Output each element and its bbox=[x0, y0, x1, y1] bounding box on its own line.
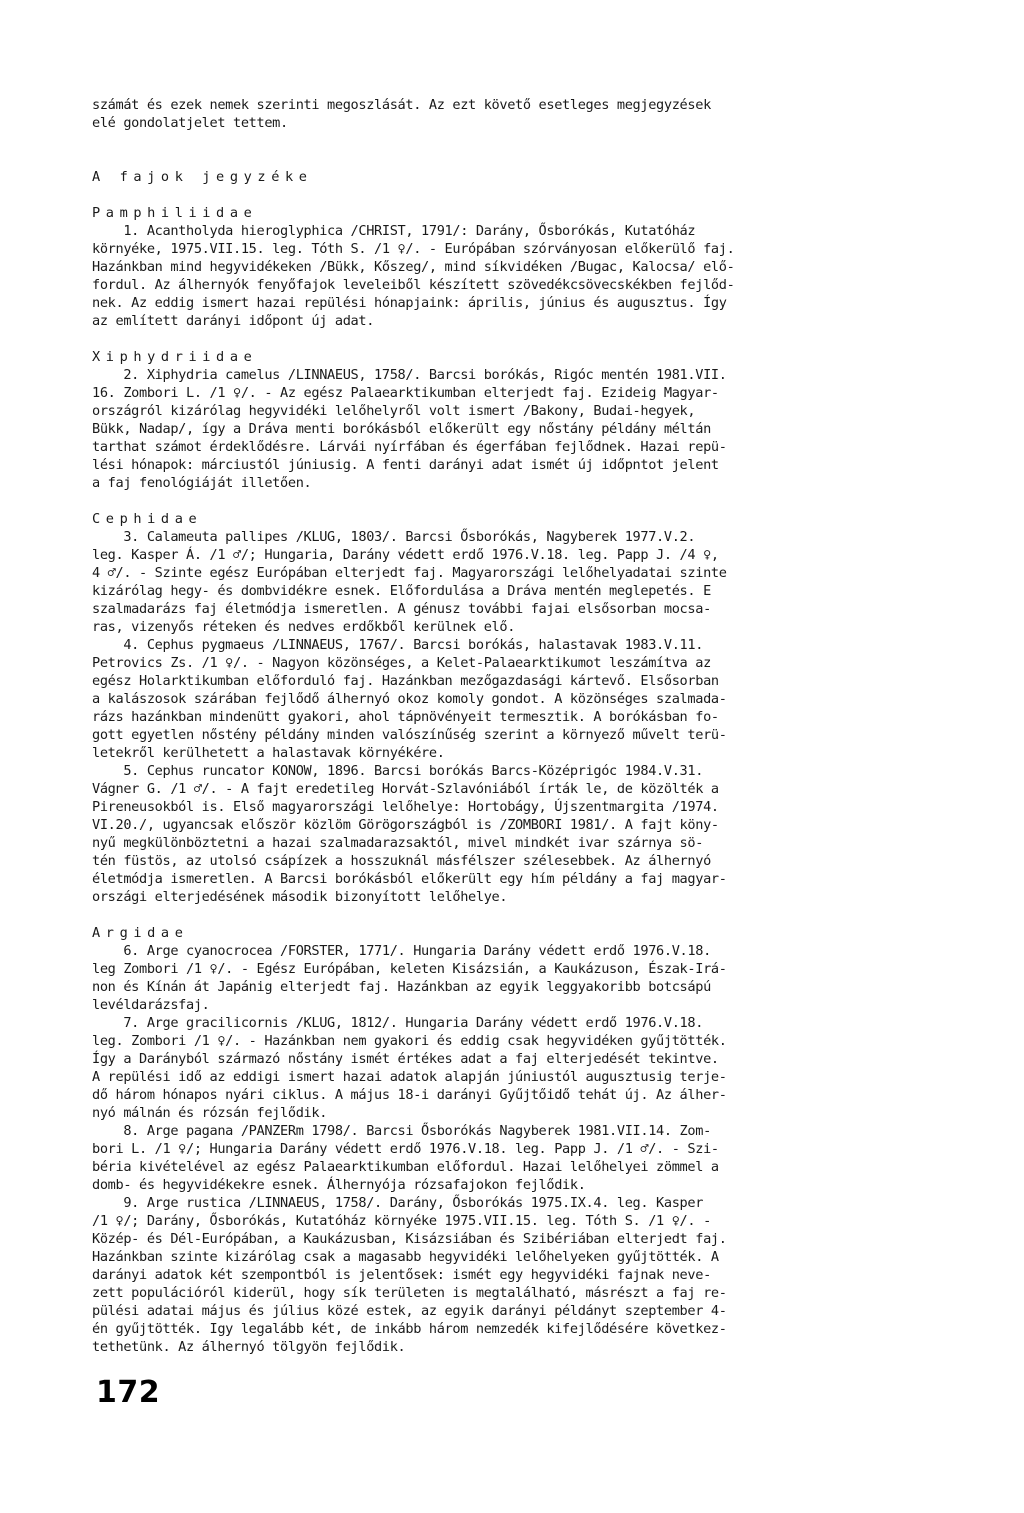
body-text-line: leg. Zombori /1 ♀/. - Hazánkban nem gyakori és eddig csak hegyvidéken gyűjtötték. bbox=[92, 1033, 727, 1049]
body-text-line: én gyűjtötték. Igy legalább két, de inkább három nemzedék kifejlődésére következ- bbox=[92, 1321, 727, 1337]
body-text-line: pülési adatai május és július közé estek, az egyik darányi példányt szeptember 4- bbox=[92, 1303, 727, 1319]
body-text-line: az említett darányi időpont új adat. bbox=[92, 313, 375, 329]
page-text bbox=[92, 96, 932, 1356]
body-text-line: Így a Darányból származó nőstány ismét értékes adat a faj elterjedését tekintve. bbox=[92, 1051, 719, 1067]
body-text-line: domb- és hegyvidékekre esnek. Álhernyója rózsafajokon fejlődik. bbox=[92, 1177, 586, 1193]
body-text-line: egész Holarktikumban előforduló faj. Hazánkban mezőgazdasági kártevő. Elsősorban bbox=[92, 673, 719, 689]
body-text-line: kizárólag hegy- és dombvidékre esnek. Előfordulása a Dráva mentén meglepetés. E bbox=[92, 583, 711, 599]
body-text-line: életmódja ismeretlen. A Barcsi borókásból előkerült egy hím példány a faj magyar- bbox=[92, 871, 727, 887]
body-text-line: 4 ♂/. - Szinte egész Európában elterjedt faj. Magyarországi lelőhelyadatai szinte bbox=[92, 565, 727, 581]
body-text-line: béria kivételével az egész Palaearktikumban előfordul. Hazai lelőhelyei zömmel a bbox=[92, 1159, 719, 1175]
body-text-line: tén füstös, az utolsó csápízek a hosszuknál másfélszer szélesebbek. Az álhernyó bbox=[92, 853, 711, 869]
body-text-line: Bükk, Nadap/, így a Dráva menti borókásból előkerült egy nőstány példány méltán bbox=[92, 421, 711, 437]
body-text-line: 4. Cephus pygmaeus /LINNAEUS, 1767/. Barcsi borókás, halastavak 1983.V.11. bbox=[92, 637, 704, 653]
body-text-line: 3. Calameuta pallipes /KLUG, 1803/. Barcsi Ősborókás, Nagyberek 1977.V.2. bbox=[92, 529, 696, 545]
body-text-line: Petrovics Zs. /1 ♀/. - Nagyon közönséges, a Kelet-Palaearktikumot leszámítva az bbox=[92, 655, 711, 671]
body-text-line: 8. Arge pagana /PANZERm 1798/. Barcsi Ősborókás Nagyberek 1981.VII.14. Zom- bbox=[92, 1123, 711, 1139]
intro-line: elé gondolatjelet tettem. bbox=[92, 115, 288, 131]
family-heading: Pamphiliidae bbox=[92, 205, 258, 221]
body-text-line: zett populációról kiderül, hogy sík területen is megtalálható, másrészt a faj re- bbox=[92, 1285, 727, 1301]
body-text-line: 16. Zombori L. /1 ♀/. - Az egész Palaearktikumban elterjedt faj. Ezideig Magyar- bbox=[92, 385, 719, 401]
body-text-line: gott egyetlen nőstény példány minden valószínűség szerint a környező művelt terü- bbox=[92, 727, 727, 743]
body-text-line: darányi adatok két szempontból is jelentősek: ismét egy hegyvidéki fajnak neve- bbox=[92, 1267, 711, 1283]
species-list-title: A fajok jegyzéke bbox=[92, 169, 313, 185]
body-text-line: VI.20./, ugyancsak először közlöm Görögországból is /ZOMBORI 1981/. A fajt köny- bbox=[92, 817, 719, 833]
body-text-line: országi elterjedésének második bizonyított lelőhelye. bbox=[92, 889, 508, 905]
body-text-line: A repülési idő az eddigi ismert hazai adatok alapján júniustól augusztusig terje- bbox=[92, 1069, 727, 1085]
body-text-line: /1 ♀/; Darány, Ősborókás, Kutatóház környéke 1975.VII.15. leg. Tóth S. /1 ♀/. - bbox=[92, 1213, 711, 1229]
body-text-line: 6. Arge cyanocrocea /FORSTER, 1771/. Hungaria Darány védett erdő 1976.V.18. bbox=[92, 943, 711, 959]
body-text-line: leg Zombori /1 ♀/. - Egész Európában, keleten Kisázsián, a Kaukázuson, Észak-Irá- bbox=[92, 961, 727, 977]
body-text-line: bori L. /1 ♀/; Hungaria Darány védett erdő 1976.V.18. leg. Papp J. /1 ♂/. - Szi- bbox=[92, 1141, 719, 1157]
body-text-line: Hazánkban szinte kizárólag csak a magasabb hegyvidéki lelőhelyeken gyűjtötték. A bbox=[92, 1249, 719, 1265]
intro-line: számát és ezek nemek szerinti megoszlását. Az ezt követő esetleges megjegyzések bbox=[92, 97, 711, 113]
body-text-line: non és Kínán át Japánig elterjedt faj. Hazánkban az egyik leggyakoribb botcsápú bbox=[92, 979, 711, 995]
body-text-line: szalmadarázs faj életmódja ismeretlen. A génusz további fajai elsősorban mocsa- bbox=[92, 601, 711, 617]
body-text-line: fordul. Az álhernyók fenyőfajok leveleiből készített szövedékcsövecskékben fejlőd- bbox=[92, 277, 735, 293]
body-text-line: lési hónapok: márciustól júniusig. A fenti darányi adat ismét új időpntot jelent bbox=[92, 457, 719, 473]
page-number: 172 bbox=[96, 1375, 161, 1410]
family-sections bbox=[92, 204, 932, 1356]
body-text-line: 9. Arge rustica /LINNAEUS, 1758/. Darány, Ősborókás 1975.IX.4. leg. Kasper bbox=[92, 1195, 704, 1211]
intro-paragraph bbox=[92, 96, 932, 132]
body-text-line: ras, vizenyős réteken és nedves erdőkből kerülnek elő. bbox=[92, 619, 516, 635]
body-text-line: rázs hazánkban mindenütt gyakori, ahol tápnövényeit termesztik. A borókásban fo- bbox=[92, 709, 719, 725]
body-text-line: országról kizárólag hegyvidéki lelőhelyről volt ismert /Bakony, Budai-hegyek, bbox=[92, 403, 696, 419]
body-text-line: 5. Cephus runcator KONOW, 1896. Barcsi borókás Barcs-Középrigóc 1984.V.31. bbox=[92, 763, 704, 779]
body-text-line: Pireneusokból is. Első magyarországi lelőhelye: Hortobágy, Újszentmargita /1974. bbox=[92, 799, 719, 815]
body-text-line: tarthat számot érdeklődésre. Lárvái nyírfában és égerfában fejlődnek. Hazai repü- bbox=[92, 439, 727, 455]
body-text-line: nyó málnán és rózsán fejlődik. bbox=[92, 1105, 328, 1121]
family-section bbox=[92, 510, 932, 906]
body-text-line: nyű megkülönböztetni a hazai szalmadarazsaktól, mivel mindkét ivar szárnya sö- bbox=[92, 835, 704, 851]
body-text-line: tethetünk. Az álhernyó tölgyön fejlődik. bbox=[92, 1339, 406, 1355]
body-text-line: Vágner G. /1 ♂/. - A fajt eredetileg Horvát-Szlavóniából írták le, de közölték a bbox=[92, 781, 719, 797]
family-section bbox=[92, 204, 932, 330]
body-text-line: dő három hónapos nyári ciklus. A május 18-i darányi Gyűjtőidő tehát új. Az álher- bbox=[92, 1087, 727, 1103]
body-text-line: levéldarázsfaj. bbox=[92, 997, 210, 1013]
family-section bbox=[92, 348, 932, 492]
body-text-line: 2. Xiphydria camelus /LINNAEUS, 1758/. Barcsi borókás, Rigóc mentén 1981.VII. bbox=[92, 367, 727, 383]
family-section bbox=[92, 924, 932, 1356]
body-text-line: nek. Az eddig ismert hazai repülési hónapjaink: április, június és augusztus. Így bbox=[92, 295, 727, 311]
body-text-line: 7. Arge gracilicornis /KLUG, 1812/. Hungaria Darány védett erdő 1976.V.18. bbox=[92, 1015, 704, 1031]
family-heading: Argidae bbox=[92, 925, 189, 941]
body-text-line: Közép- és Dél-Európában, a Kaukázusban, Kisázsiában és Szibériában elterjedt faj. bbox=[92, 1231, 727, 1247]
body-text-line: 1. Acantholyda hieroglyphica /CHRIST, 1791/: Darány, Ősborókás, Kutatóház bbox=[92, 223, 696, 239]
body-text-line: letekről kerülhetett a halastavak környékére. bbox=[92, 745, 445, 761]
body-text-line: környéke, 1975.VII.15. leg. Tóth S. /1 ♀/. - Európában szórványosan előkerülő faj. bbox=[92, 241, 735, 257]
family-heading: Xiphydriidae bbox=[92, 349, 258, 365]
body-text-line: a faj fenológiáját illetően. bbox=[92, 475, 312, 491]
family-heading: Cephidae bbox=[92, 511, 203, 527]
body-text-line: a kalászosok szárában fejlődő álhernyó okoz komoly gondot. A közönséges szalmada- bbox=[92, 691, 727, 707]
body-text-line: leg. Kasper Á. /1 ♂/; Hungaria, Darány védett erdő 1976.V.18. leg. Papp J. /4 ♀, bbox=[92, 547, 719, 563]
body-text-line: Hazánkban mind hegyvidékeken /Bükk, Kőszeg/, mind síkvidéken /Bugac, Kalocsa/ elő- bbox=[92, 259, 735, 275]
